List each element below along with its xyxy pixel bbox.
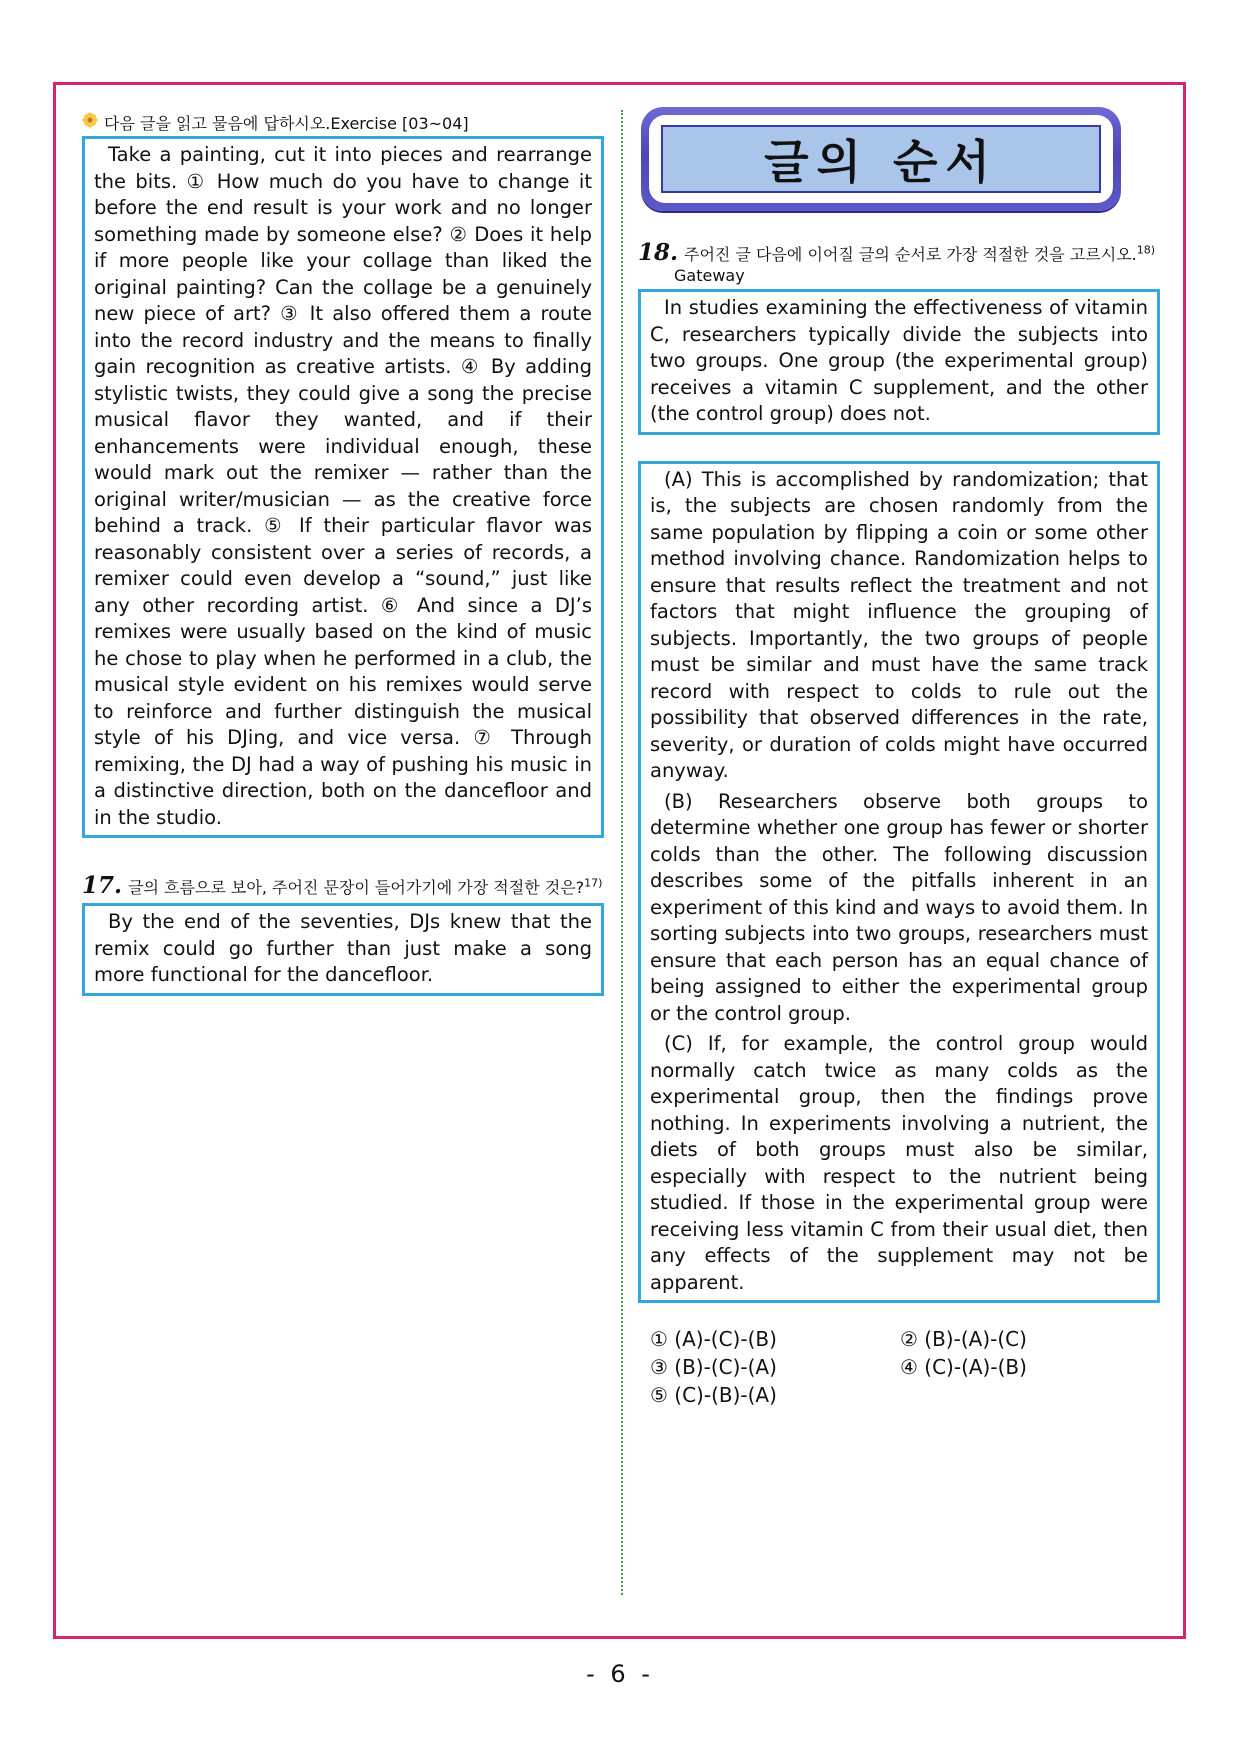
passage-box <box>82 136 604 838</box>
question-text: 주어진 글 다음에 이어질 글의 순서로 가장 적절한 것을 고르시오.$^{18)}$ <box>684 243 1156 264</box>
choice-5[interactable]: ⑤ (C)-(B)-(A) <box>650 1383 777 1407</box>
question-17-line <box>82 872 604 899</box>
given-passage-box <box>638 289 1160 435</box>
left-column <box>82 110 604 996</box>
question-source: Gateway <box>674 266 745 285</box>
choice-1[interactable]: ① (A)-(C)-(B) <box>650 1327 777 1351</box>
answer-choices <box>638 1325 1160 1409</box>
question-number: 18. <box>638 239 679 266</box>
right-column <box>638 104 1160 1409</box>
instruction-line <box>82 110 604 134</box>
choice-2[interactable]: ② (B)-(A)-(C) <box>900 1327 1027 1351</box>
choice-4[interactable]: ④ (C)-(A)-(B) <box>900 1355 1027 1379</box>
footnote-mark: 17) <box>584 876 603 890</box>
passage-text: Take a painting, cut it into pieces and rearrange the bits. ① How much do you have to change it before the end result is your work and no longer something made by someone else? ② Does it help if more people like your collage than liked the original painting? Can the collage be a genuinely new piece of art? ③ It also offered them a route into the record industry and the means to finally gain recognition as creative artists. ④ By adding stylistic twists, they could give a song the precise musical flavor they wanted, and if their enhancements were individual enough, these would mark out the remixer — rather than the original writer/musician — as the creative force behind a track. ⑤ If their particular flavor was reasonably consistent over a series of records, a remixer could even develop a “sound,” just like any other recording artist. ⑥ And since a DJ’s remixes were usually based on the kind of music he chose to play when he performed in a club, the musical style evident on his remixes would serve to reinforce and further distinguish the musical style of his DJing, and vice versa. ⑦ Through remixing, the DJ had a way of pushing his music in a distinctive direction, both on the dancefloor and in the studio. <box>94 143 592 829</box>
flower-icon <box>82 112 98 132</box>
given-passage: In studies examining the effectiveness of vitamin C, researchers typically divide the subjects into two groups. One group (the experimental group) receives a vitamin C supplement, and the other (the control group) does not. <box>650 296 1148 425</box>
question-number: 17. <box>82 872 123 899</box>
paragraph-a: (A) This is accomplished by randomization; that is, the subjects are chosen randomly from the same population by flipping a coin or some other method involving chance. Randomization helps to ensure that results reflect the treatment and not factors that might influence the grouping of subjects. Importantly, the two groups of people must be similar and must have the same track record with respect to colds to rule out the possibility that observed differences in the rate, severity, or duration of colds might have occurred anyway. <box>650 467 1148 782</box>
footnote-mark: 18) <box>1136 243 1156 257</box>
paragraph-c: (C) If, for example, the control group would normally catch twice as many colds as the experimental group, then the findings prove nothing. In experiments involving a nutrient, the diets of both groups must also be similar, especially with respect to the nutrient being studied. If those in the experimental group were receiving less vitamin C from their usual diet, then any effects of the supplement may not be apparent. <box>650 1032 1148 1294</box>
instruction-text: 다음 글을 읽고 물음에 답하시오.Exercise [03~04] <box>104 113 469 133</box>
given-sentence-box <box>82 903 604 996</box>
page-number: - 6 - <box>586 1660 654 1688</box>
paragraph-b: (B) Researchers observe both groups to determine whether one group has fewer or shorter colds than the other. The following discussion describes some of the pitfalls inherent in an experiment of this kind and ways to avoid them. In sorting subjects into two groups, researchers must ensure that each person has an equal chance of being assigned to either the experimental group or the control group. <box>650 789 1148 1025</box>
column-divider <box>621 110 623 1595</box>
paragraphs-box <box>638 461 1160 1304</box>
given-sentence: By the end of the seventies, DJs knew that the remix could go further than just make a song more functional for the dancefloor. <box>94 910 592 986</box>
question-text: 글의 흐름으로 보아, 주어진 문장이 들어가기에 가장 적절한 것은?$^{17)}$ <box>128 876 603 897</box>
question-18-line <box>638 239 1160 266</box>
choice-3[interactable]: ③ (B)-(C)-(A) <box>650 1355 777 1379</box>
section-title: 글의 순서 <box>661 125 1101 193</box>
section-title-banner <box>641 107 1121 211</box>
